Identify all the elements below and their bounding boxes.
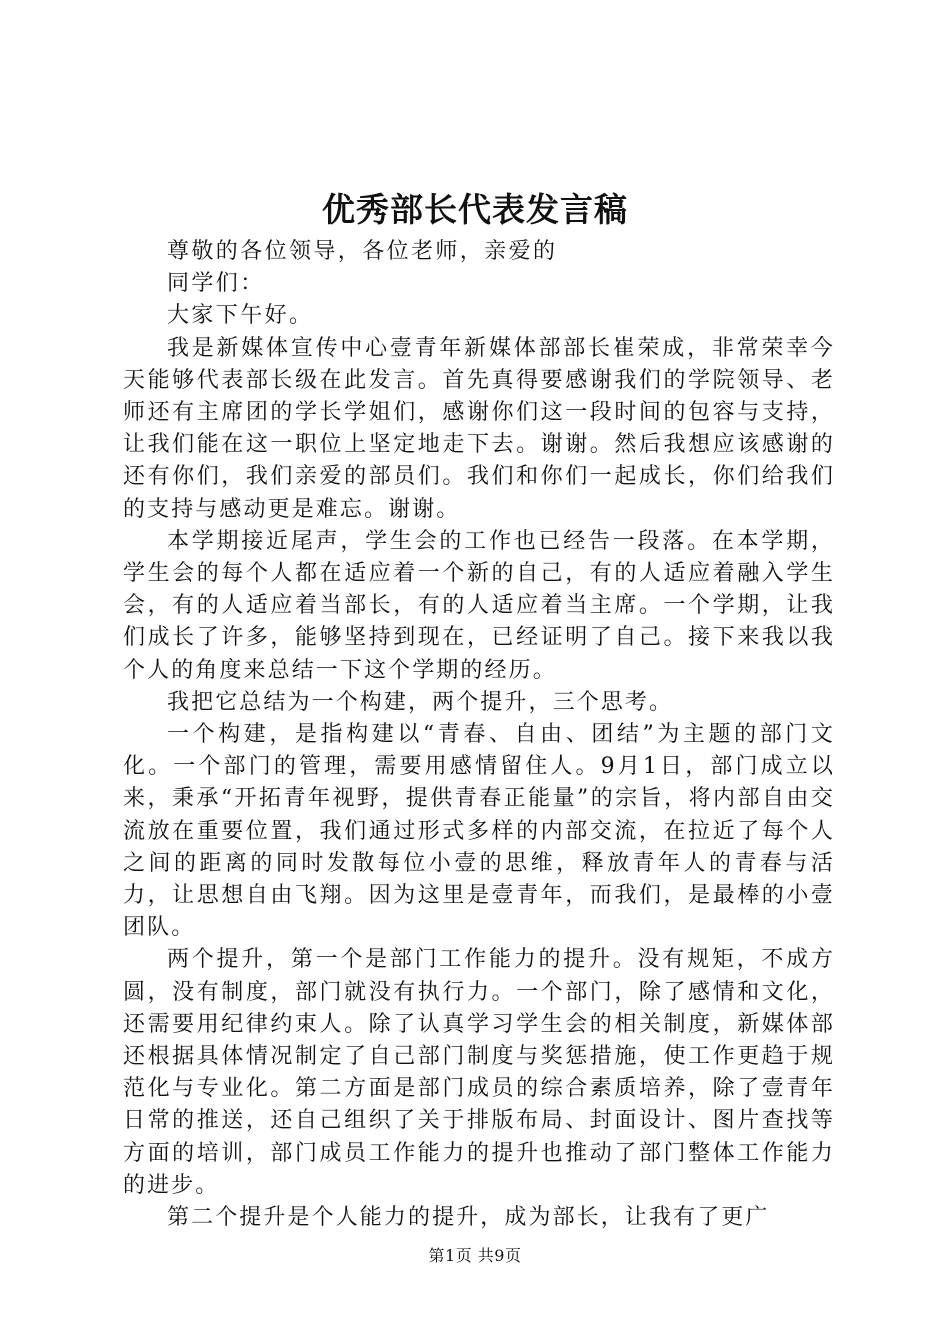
salutation-line: 尊敬的各位领导，各位老师，亲爱的 [167,239,558,264]
body-paragraph: 一个构建，是指构建以“青春、自由、团结”为主题的部门文化。一个部门的管理，需要用感情留住人。9月1日，部门成立以来，秉承“开拓青年视野，提供青春正能量”的宗旨，将内部自由交流放在重要位置，我们通过形式多样的内部交流，在拉近了每个人之间的距离的同时发散每位小壹的思维，释放青年人的青春与活力，让思想自由飞翔。因为这里是壹青年，而我们，是最棒的小壹团队。 [123,722,835,941]
body-paragraph: 我是新媒体宣传中心壹青年新媒体部部长崔荣成，非常荣幸今天能够代表部长级在此发言。首先真得要感谢我们的学院领导、老师还有主席团的学长学姐们，感谢你们这一段时间的包容与支持，让我们能在这一职位上坚定地走下去。谢谢。然后我想应该感谢的还有你们，我们亲爱的部员们。我们和你们一起成长，你们给我们的支持与感动更是难忘。谢谢。 [123,335,835,522]
document-title: 优秀部长代表发言稿 [322,190,628,229]
body-paragraph: 我把它总结为一个构建，两个提升，三个思考。 [167,689,674,715]
salutation-line: 同学们： [167,271,265,297]
body-paragraph: 两个提升，第一个是部门工作能力的提升。没有规矩，不成方圆，没有制度，部门就没有执行力。一个部门，除了感情和文化，还需要用纪律约束人。除了认真学习学生会的相关制度，新媒体部还根据具体情况制定了自己部门制度与奖惩措施，使工作更趋于规范化与专业化。第二方面是部门成员的综合素质培养，除了壹青年日常的推送，还自己组织了关于排版布局、封面设计、图片查找等方面的培训，部门成员工作能力的提升也推动了部门整体工作能力的进步。 [123,947,835,1198]
body-paragraph: 第二个提升是个人能力的提升，成为部长，让我有了更广 [167,1205,770,1231]
page-number-footer: 第1页 共9页 [428,1246,522,1265]
greeting-line: 大家下午好。 [167,303,314,329]
body-paragraph: 本学期接近尾声，学生会的工作也已经告一段落。在本学期，学生会的每个人都在适应着一个新的自己，有的人适应着融入学生会，有的人适应着当部长，有的人适应着当主席。一个学期，让我们成长了许多，能够坚持到现在，已经证明了自己。接下来我以我个人的角度来总结一下这个学期的经历。 [123,528,835,683]
document-body [123,236,835,1234]
